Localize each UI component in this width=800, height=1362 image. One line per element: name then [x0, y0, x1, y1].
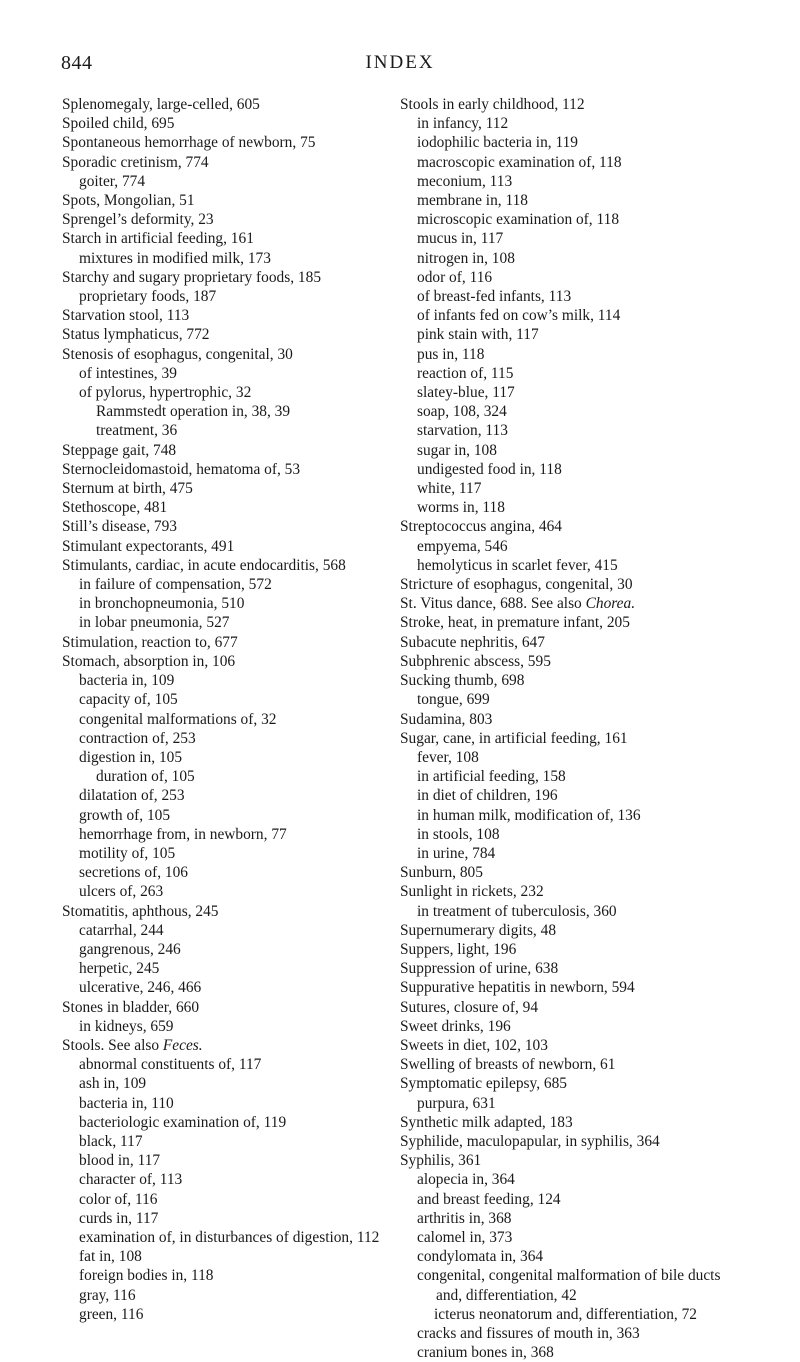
index-entry: [400, 1036, 745, 1055]
index-subentry: [400, 325, 745, 344]
entry-text: Stools in early childhood, 112: [400, 96, 585, 113]
entry-text: Sudamina, 803: [400, 710, 493, 728]
index-subentry: [62, 786, 382, 805]
entry-text: foreign bodies in, 118: [79, 1267, 214, 1285]
entry-text: arthritis in, 368: [417, 1209, 512, 1227]
index-subentry: [400, 1266, 745, 1304]
entry-text: of breast-fed infants, 113: [417, 288, 572, 306]
entry-text: Stroke, heat, in premature infant, 205: [400, 614, 630, 632]
index-subentry: [400, 537, 745, 556]
index-subentry: [62, 1151, 382, 1170]
entry-text: sugar in, 108: [417, 441, 497, 459]
entry-text: tongue, 699: [417, 691, 490, 709]
entry-text: Symptomatic epilepsy, 685: [400, 1075, 567, 1093]
index-subentry: [400, 748, 745, 767]
index-entry: [62, 537, 382, 556]
index-subentry: [62, 844, 382, 863]
entry-text: digestion in, 105: [79, 748, 183, 766]
entry-text: pink stain with, 117: [417, 326, 539, 344]
index-entry: [62, 441, 382, 460]
index-entry: [62, 306, 382, 325]
entry-text: contraction of, 253: [79, 729, 196, 747]
entry-text: Still’s disease, 793: [62, 518, 178, 536]
entry-text: herpetic, 245: [79, 960, 160, 978]
entry-text: bacteria in, 109: [79, 672, 175, 690]
entry-text: icterus neonatorum and, differentiation, 72: [434, 1305, 697, 1323]
entry-text: Stones in bladder, 660: [62, 998, 200, 1016]
index-subentry: [62, 1190, 382, 1209]
index-entry: [62, 133, 382, 152]
entry-text: St. Vitus dance, 688. See also: [400, 595, 586, 613]
index-subentry: [400, 825, 745, 844]
index-subentry: [400, 249, 745, 268]
entry-text: goiter, 774: [79, 172, 146, 190]
entry-text: Suppurative hepatitis in newborn, 594: [400, 979, 635, 997]
entry-text: dilatation of, 253: [79, 787, 185, 805]
index-entry: [62, 345, 382, 364]
index-subentry: [62, 594, 382, 613]
index-column-right: [400, 95, 745, 1362]
index-subentry: [62, 1074, 382, 1093]
entry-text: Stimulants, cardiac, in acute endocarditis, 568: [62, 556, 346, 574]
index-subentry: [62, 1247, 382, 1266]
index-entry: [62, 325, 382, 344]
entry-text: cracks and fissures of mouth in, 363: [417, 1325, 640, 1342]
entry-text: Syphilide, maculopapular, in syphilis, 364: [400, 1132, 660, 1150]
entry-text: proprietary foods, 187: [79, 288, 217, 306]
index-entry: [400, 1113, 745, 1132]
index-entry: [400, 1151, 745, 1170]
index-entry: [62, 153, 382, 172]
entry-text: Subphrenic abscess, 595: [400, 652, 551, 670]
entry-text: secretions of, 106: [79, 864, 188, 882]
entry-text: Spoiled child, 695: [62, 115, 175, 133]
index-subentry: [62, 959, 382, 978]
index-subentry: [400, 287, 745, 306]
index-subentry: [62, 806, 382, 825]
entry-text: Splenomegaly, large-celled, 605: [62, 96, 260, 113]
entry-text: nitrogen in, 108: [417, 249, 515, 267]
index-subentry: [400, 172, 745, 191]
entry-text: Spots, Mongolian, 51: [62, 192, 195, 210]
index-subentry: [62, 863, 382, 882]
index-entry: [400, 710, 745, 729]
entry-text: alopecia in, 364: [417, 1171, 515, 1189]
index-entry: [400, 613, 745, 632]
index-entry: [400, 517, 745, 536]
index-entry: [62, 191, 382, 210]
entry-text: Stomach, absorption in, 106: [62, 652, 236, 670]
entry-text: Sprengel’s deformity, 23: [62, 211, 214, 229]
index-subentry: [62, 613, 382, 632]
entry-text: starvation, 113: [417, 422, 508, 440]
entry-text: Status lymphaticus, 772: [62, 326, 210, 344]
entry-text: in artificial feeding, 158: [417, 768, 566, 786]
index-subentry: [400, 133, 745, 152]
index-subentry: [62, 1055, 382, 1074]
index-subentry: [62, 1228, 382, 1247]
index-subentry: [62, 671, 382, 690]
entry-text: undigested food in, 118: [417, 460, 562, 478]
index-column-left: [62, 95, 382, 1324]
entry-text: in kidneys, 659: [79, 1017, 174, 1035]
entry-text: Sugar, cane, in artificial feeding, 161: [400, 729, 628, 747]
index-entry: [62, 902, 382, 921]
index-subentry: [62, 710, 382, 729]
index-entry: [400, 594, 745, 613]
index-subentry: [400, 767, 745, 786]
index-entry: [400, 671, 745, 690]
entry-text: microscopic examination of, 118: [417, 211, 620, 229]
entry-text: slatey-blue, 117: [417, 384, 515, 402]
index-subentry: [62, 1305, 382, 1324]
entry-text: gray, 116: [79, 1286, 136, 1304]
entry-text: Spontaneous hemorrhage of newborn, 75: [62, 134, 316, 152]
index-entry: [62, 210, 382, 229]
entry-text: in stools, 108: [417, 825, 500, 843]
entry-text: green, 116: [79, 1305, 144, 1323]
entry-text: Starchy and sugary proprietary foods, 185: [62, 268, 322, 286]
index-subentry: [62, 882, 382, 901]
index-subentry: [400, 1094, 745, 1113]
index-subentry: [62, 729, 382, 748]
index-subentry: [62, 172, 382, 191]
index-subentry: [62, 1266, 382, 1285]
index-subentry: [62, 287, 382, 306]
index-subentry: [62, 383, 382, 402]
index-subentry: [400, 268, 745, 287]
entry-text: congenital, congenital malformation of bile ducts and, differentiation, 42: [417, 1267, 721, 1304]
index-entry: [400, 652, 745, 671]
index-entry: [400, 921, 745, 940]
entry-text: mixtures in modified milk, 173: [79, 249, 271, 267]
entry-text: soap, 108, 324: [417, 403, 507, 421]
entry-text: black, 117: [79, 1132, 143, 1150]
index-entry: [400, 959, 745, 978]
entry-text: growth of, 105: [79, 806, 171, 824]
index-entry: [400, 978, 745, 997]
entry-cross-reference: Feces.: [162, 1036, 203, 1054]
entry-text: of intestines, 39: [79, 364, 177, 382]
index-subentry: [400, 806, 745, 825]
index-subentry: [400, 786, 745, 805]
entry-text: Sutures, closure of, 94: [400, 998, 539, 1016]
entry-text: Sucking thumb, 698: [400, 672, 525, 690]
entry-text: odor of, 116: [417, 268, 493, 286]
index-entry: [62, 479, 382, 498]
index-subentry: [400, 1209, 745, 1228]
index-entry: [400, 882, 745, 901]
index-entry: [62, 652, 382, 671]
entry-text: empyema, 546: [417, 537, 508, 555]
entry-text: Stimulation, reaction to, 677: [62, 633, 238, 651]
running-head: INDEX: [365, 52, 435, 73]
index-subentry: [400, 191, 745, 210]
entry-text: pus in, 118: [417, 345, 485, 363]
entry-text: Stethoscope, 481: [62, 499, 168, 517]
entry-text: Suppression of urine, 638: [400, 960, 559, 978]
index-subentry: [62, 1170, 382, 1189]
index-subentry: [400, 345, 745, 364]
entry-text: fat in, 108: [79, 1248, 142, 1266]
index-entry: [62, 998, 382, 1017]
index-entry: [400, 729, 745, 748]
index-entry: [62, 498, 382, 517]
index-subentry: [400, 229, 745, 248]
entry-text: character of, 113: [79, 1171, 183, 1189]
entry-text: capacity of, 105: [79, 691, 178, 709]
index-subentry: [400, 1170, 745, 1189]
index-entry: [400, 1017, 745, 1036]
entry-text: membrane in, 118: [417, 192, 528, 210]
index-subentry: [400, 383, 745, 402]
entry-text: Stimulant expectorants, 491: [62, 537, 235, 555]
index-entry: [400, 863, 745, 882]
entry-text: in infancy, 112: [417, 115, 509, 133]
entry-text: Sunlight in rickets, 232: [400, 883, 544, 901]
index-subentry: [400, 441, 745, 460]
index-subentry: [62, 1094, 382, 1113]
index-entry: [400, 1132, 745, 1151]
entry-text: bacteriologic examination of, 119: [79, 1113, 287, 1131]
index-entry: [400, 95, 745, 114]
index-subentry: [400, 1343, 745, 1362]
index-subentry: [400, 1305, 745, 1324]
entry-text: white, 117: [417, 480, 482, 498]
entry-text: gangrenous, 246: [79, 940, 181, 958]
index-subentry: [400, 402, 745, 421]
index-subentry: [62, 1017, 382, 1036]
entry-text: reaction of, 115: [417, 364, 514, 382]
index-subentry: [400, 460, 745, 479]
index-subentry: [400, 153, 745, 172]
entry-text: macroscopic examination of, 118: [417, 153, 622, 171]
entry-text: bacteria in, 110: [79, 1094, 174, 1112]
entry-text: color of, 116: [79, 1190, 158, 1208]
entry-text: condylomata in, 364: [417, 1248, 544, 1266]
page-number: 844: [61, 52, 93, 74]
entry-text: abnormal constituents of, 117: [79, 1056, 262, 1074]
index-subentry: [62, 978, 382, 997]
index-subentry: [400, 690, 745, 709]
index-entry: [400, 998, 745, 1017]
entry-text: motility of, 105: [79, 844, 176, 862]
entry-text: Sweets in diet, 102, 103: [400, 1036, 548, 1054]
index-subentry: [62, 421, 382, 440]
entry-cross-reference: Chorea.: [585, 595, 636, 613]
entry-text: Sporadic cretinism, 774: [62, 153, 209, 171]
entry-text: purpura, 631: [417, 1094, 496, 1112]
index-entry: [62, 95, 382, 114]
entry-text: mucus in, 117: [417, 230, 504, 248]
entry-text: Stricture of esophagus, congenital, 30: [400, 576, 633, 594]
index-subentry: [62, 1286, 382, 1305]
entry-text: ash in, 109: [79, 1075, 147, 1093]
entry-text: Swelling of breasts of newborn, 61: [400, 1056, 616, 1074]
index-entry: [62, 1036, 382, 1055]
index-subentry: [62, 767, 382, 786]
entry-text: meconium, 113: [417, 172, 513, 190]
index-subentry: [400, 364, 745, 383]
index-subentry: [62, 364, 382, 383]
index-subentry: [400, 479, 745, 498]
entry-text: in diet of children, 196: [417, 787, 558, 805]
index-subentry: [400, 114, 745, 133]
index-subentry: [62, 940, 382, 959]
entry-text: in urine, 784: [417, 844, 496, 862]
index-entry: [62, 268, 382, 287]
entry-text: and breast feeding, 124: [417, 1190, 561, 1208]
index-subentry: [62, 402, 382, 421]
index-subentry: [400, 210, 745, 229]
entry-text: hemorrhage from, in newborn, 77: [79, 825, 287, 843]
index-entry: [62, 556, 382, 575]
index-subentry: [62, 1113, 382, 1132]
entry-text: Starch in artificial feeding, 161: [62, 230, 254, 248]
entry-text: congenital malformations of, 32: [79, 710, 277, 728]
entry-text: Steppage gait, 748: [62, 441, 177, 459]
entry-text: calomel in, 373: [417, 1228, 513, 1246]
entry-text: fever, 108: [417, 748, 479, 766]
entry-text: Sternum at birth, 475: [62, 480, 193, 498]
index-subentry: [62, 575, 382, 594]
entry-text: in treatment of tuberculosis, 360: [417, 902, 617, 920]
index-entry: [62, 633, 382, 652]
entry-text: Starvation stool, 113: [62, 307, 190, 325]
index-subentry: [400, 1228, 745, 1247]
entry-text: in human milk, modification of, 136: [417, 806, 641, 824]
entry-text: iodophilic bacteria in, 119: [417, 134, 578, 152]
entry-text: Sternocleidomastoid, hematoma of, 53: [62, 460, 301, 478]
index-subentry: [62, 249, 382, 268]
entry-text: duration of, 105: [96, 768, 195, 786]
index-subentry: [62, 748, 382, 767]
index-entry: [400, 1074, 745, 1093]
entry-text: in lobar pneumonia, 527: [79, 614, 230, 632]
entry-text: Rammstedt operation in, 38, 39: [96, 403, 291, 421]
index-subentry: [62, 921, 382, 940]
index-subentry: [62, 690, 382, 709]
index-entry: [62, 229, 382, 248]
index-subentry: [400, 1324, 745, 1343]
entry-text: Synthetic milk adapted, 183: [400, 1113, 573, 1131]
index-subentry: [400, 1190, 745, 1209]
index-entry: [62, 114, 382, 133]
index-subentry: [62, 1209, 382, 1228]
index-subentry: [400, 1247, 745, 1266]
entry-text: treatment, 36: [96, 422, 178, 440]
index-subentry: [400, 556, 745, 575]
index-subentry: [400, 902, 745, 921]
entry-text: Stenosis of esophagus, congenital, 30: [62, 345, 293, 363]
index-subentry: [400, 421, 745, 440]
index-entry: [62, 460, 382, 479]
entry-text: Streptococcus angina, 464: [400, 518, 562, 536]
entry-text: Sunburn, 805: [400, 864, 483, 882]
entry-text: Sweet drinks, 196: [400, 1017, 511, 1035]
entry-text: examination of, in disturbances of digestion, 112: [79, 1228, 380, 1246]
entry-text: Stools. See also: [62, 1036, 163, 1054]
entry-text: of infants fed on cow’s milk, 114: [417, 307, 621, 325]
entry-text: ulcerative, 246, 466: [79, 979, 202, 997]
entry-text: hemolyticus in scarlet fever, 415: [417, 556, 618, 574]
entry-text: in bronchopneumonia, 510: [79, 595, 245, 613]
entry-text: Supernumerary digits, 48: [400, 921, 557, 939]
entry-text: in failure of compensation, 572: [79, 576, 272, 594]
entry-text: Subacute nephritis, 647: [400, 633, 545, 651]
entry-text: ulcers of, 263: [79, 883, 164, 901]
entry-text: blood in, 117: [79, 1152, 161, 1170]
entry-text: Stomatitis, aphthous, 245: [62, 902, 219, 920]
index-subentry: [400, 498, 745, 517]
index-subentry: [400, 844, 745, 863]
index-entry: [62, 517, 382, 536]
entry-text: of pylorus, hypertrophic, 32: [79, 384, 252, 402]
index-entry: [400, 575, 745, 594]
index-subentry: [62, 1132, 382, 1151]
entry-text: Suppers, light, 196: [400, 940, 517, 958]
index-subentry: [62, 825, 382, 844]
entry-text: cranium bones in, 368: [417, 1344, 554, 1362]
entry-text: Syphilis, 361: [400, 1152, 482, 1170]
index-entry: [400, 1055, 745, 1074]
index-subentry: [400, 306, 745, 325]
index-entry: [400, 940, 745, 959]
entry-text: curds in, 117: [79, 1209, 159, 1227]
entry-text: catarrhal, 244: [79, 921, 164, 939]
entry-text: worms in, 118: [417, 499, 505, 517]
index-entry: [400, 633, 745, 652]
